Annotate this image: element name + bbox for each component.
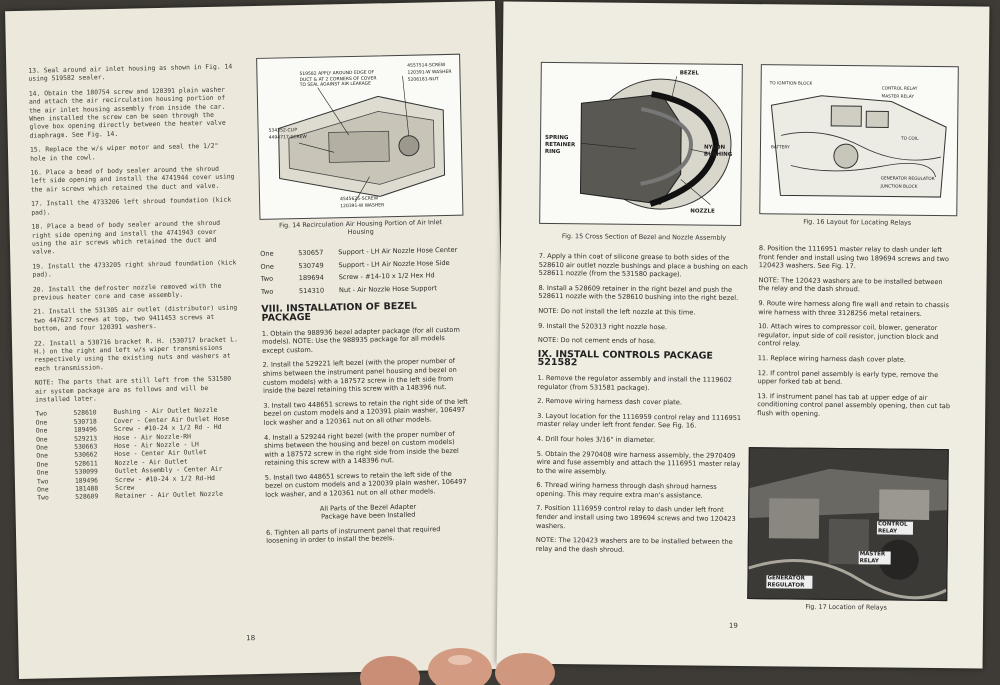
hand-photo: [350, 628, 600, 685]
step-item: 2. Install the 529221 left bezel (with the proper number of shims between the instrument panel housing and bezel on custom models) with a 187572 screw in the left side from inside the bezel retaining this screw with a 148396 nut.: [262, 357, 457, 396]
fig17-label-control: CONTROL RELAY: [877, 521, 913, 534]
step-item: 2. Remove wiring harness dash cover plate.: [537, 396, 682, 407]
part-row: One 181488 Screw: [37, 483, 135, 494]
step-item: 4. Install a 529244 right bezel (with the proper number of shims between the housing and bezel on custom models) with a 187572 screw in the right side from inside the bezel retaining this screw with a 148396 nut.: [263, 429, 459, 468]
fig16-label: JUNCTION BLOCK: [880, 184, 918, 190]
fig14-label: 4557514-SCREW: [407, 62, 446, 69]
part-row: One 530718 Cover - Center Air Outlet Hose: [35, 414, 230, 427]
fig14-label: 120391-W WASHER: [407, 69, 452, 76]
step-item: 12. If control panel assembly is early type, remove the upper forked tab at bend.: [757, 368, 939, 387]
step-item: 19. Install the 4733205 right shroud foundation (kick pad).: [32, 258, 237, 279]
part-row: Two 514310 Nut - Air Nozzle Hose Support: [260, 284, 437, 296]
step-item: 9. Route wire harness along fire wall and retain to chassis wire harness with three 3128256 metal retainers.: [758, 299, 949, 318]
fig14-label: 534352-CLIP: [268, 128, 298, 134]
fig15-label-bezel: BEZEL: [679, 70, 699, 77]
part-row: Two 189496 Screw - #10-24 x 1/2 Rd-Hd: [36, 473, 216, 486]
step-item: 1. Obtain the 988936 bezel adapter package (for all custom models). NOTE: Use the 988935 package for all models except custom.: [261, 325, 460, 355]
part-row: One 530657 Support - LH Air Nozzle Hose Center: [260, 245, 458, 258]
fig14-caption: Fig. 14 Recirculation Air Housing Portion of Air Inlet Housing: [278, 218, 443, 237]
step-item: 17. Install the 4733206 left shroud foundation (kick pad).: [31, 195, 232, 217]
step-item: 21. Install the 531305 air outlet (distributor) using two 447627 screws at top, two 9411453 screws at bottom, and four 120391 washers.: [33, 303, 238, 333]
fig16-label: CONTROL RELAY: [881, 86, 918, 92]
step-item: 6. Thread wiring harness through dash shroud harness opening. This may require extra man's assistance.: [536, 481, 717, 500]
note: NOTE: Do not install the left nozzle at this time.: [538, 306, 696, 317]
part-row: One 530662 Hose - Center Air Outlet: [36, 448, 207, 461]
note: NOTE: The 120423 washers are to be installed between the relay and the dash shroud.: [535, 536, 733, 554]
fig16-caption: Fig. 16 Layout for Locating Relays: [803, 217, 912, 227]
step-item: 11. Replace wiring harness dash cover plate.: [757, 354, 906, 364]
steps-list: [28, 62, 240, 404]
part-row: Two 528610 Bushing - Air Outlet Nozzle: [35, 406, 218, 419]
step-item: 1. Remove the regulator assembly and install the 1119602 regulator (from 531581 package).: [537, 373, 733, 392]
fig16-label: BATTERY: [770, 145, 790, 151]
step-item: 3. Layout location for the 1116959 control relay and 1116951 master relay under left front fender. See Fig. 16.: [537, 411, 742, 430]
right-page-middle-column: [536, 252, 749, 562]
parts-list-supports: [260, 246, 466, 297]
step-item: 6. Tighten all parts of instrument panel that required loosening in order to install the bezels.: [265, 525, 441, 546]
note: NOTE: The 120423 washers are to be installed between the relay and the dash shroud.: [758, 275, 943, 294]
step-item: 4. Drill four holes 3/16" in diameter.: [536, 434, 656, 444]
step-item: 8. Install a 528609 retainer in the right bezel and push the 528611 nozzle with the 528610 bushing into the right bezel.: [538, 283, 739, 303]
part-row: Two 189694 Screw - #14-10 x 1/2 Hex Hd: [260, 271, 435, 284]
fig15-diagram: [539, 62, 743, 226]
step-item: 13. If instrument panel has tab at upper edge of air conditioning control panel assembly opening, then cut tab flush with opening.: [757, 391, 951, 418]
fig14-label: 4494717-SCREW: [268, 134, 307, 141]
fig16-drawing: [760, 65, 958, 215]
installed-note-line: All Parts of the Bezel Adapter: [319, 502, 417, 513]
section-heading: VIII. INSTALLATION OF BEZEL PACKAGE: [261, 301, 417, 324]
fig16-label: TO COIL: [901, 136, 919, 142]
fig16-diagram: [759, 64, 959, 216]
fig14-diagram: [256, 54, 463, 220]
fig15-label-nylon: NYLON BUSHING: [703, 144, 733, 158]
installed-note: [265, 501, 470, 522]
fig16-label: GENERATOR REGULATOR: [880, 176, 935, 182]
fig15-label-nozzle: NOZZLE: [690, 208, 715, 215]
step-item: 16. Place a bead of body sealer around the shroud left side opening and install the 4741944 cover using the air screws which retained the duct and valve.: [30, 164, 235, 194]
step-item: 7. Position 1116959 control relay to dash under left front fender and install using two 189694 screws and two 120423 washers.: [535, 504, 736, 530]
part-row: Two 528609 Retainer - Air Outlet Nozzle: [37, 490, 224, 503]
part-row: One 529213 Hose - Air Nozzle-RH: [35, 432, 192, 444]
step-item: 8. Position the 1116951 master relay to dash under left front fender and install using two 189694 screws and two 120423 washers. See Fig. 17.: [758, 244, 949, 271]
fig17-label-generator: GENERATOR REGULATOR: [766, 575, 812, 588]
step-item: 22. Install a 530716 bracket R. H. (530717 bracket L. H.) on the right and left w/s wiper transmissions respectively using the existing nuts and washers at each transmission.: [33, 334, 238, 373]
right-page-right-column: [757, 244, 955, 426]
installed-note-line: Package have been Installed: [320, 510, 416, 521]
left-steps-column: [28, 62, 242, 502]
fig14-label: 120391-W WASHER: [340, 203, 385, 210]
fig17-photo: [747, 447, 949, 601]
step-item: 7. Apply a thin coat of silicone grease to both sides of the 528610 air outlet nozzle bushings and place a bushing on each 528611 nozzle (from the 531580 package).: [538, 251, 748, 279]
part-row: One 189496 Screw - #10-24 x 1/2 Rd - Hd: [35, 422, 222, 435]
part-row: One 530663 Hose - Air Nozzle - LH: [36, 440, 199, 452]
step-item: 9. Install the 520313 right nozzle hose.: [538, 321, 668, 331]
fig16-label: TO IGNITION BLOCK: [769, 81, 813, 87]
page-number: 19: [728, 621, 738, 630]
right-page: [497, 1, 990, 668]
parts-list-left: [35, 406, 242, 503]
page-number: 18: [246, 634, 256, 643]
fig17-caption: Fig. 17 Location of Relays: [805, 602, 887, 612]
step-item: 3. Install two 448651 screws to retain the right side of the left bezel on custom models and a 120391 plain washer, 106497 lock washer and a 120361 nut on all other models.: [263, 397, 468, 427]
right-column-left-page: [260, 246, 471, 552]
step-item: 15. Replace the w/s wiper motor and seal the 1/2" hole in the cowl.: [29, 142, 219, 163]
note: NOTE: The parts that are still left from the 531580 air system package are as follows and will be installed later.: [34, 374, 232, 404]
fig14-label: 5206181-NUT: [407, 77, 439, 83]
step-item: 14. Obtain the 180754 screw and 120391 plain washer and attach the air recirculation housing portion of the air inlet housing assembly from inside the car. When installed the screw can be seen through the glove box opening directly between the heater valve diaphragm. See Fig. 14.: [28, 85, 226, 140]
note: NOTE: Do not cement ends of hose.: [537, 336, 656, 346]
fig17-label-master: MASTER RELAY: [859, 551, 891, 564]
part-row: One 530099 Outlet Assembly - Center Air: [36, 465, 223, 477]
step-item: 13. Seal around air inlet housing as shown in Fig. 14 using 519582 sealer.: [28, 62, 233, 84]
step-item: 5. Obtain the 2970408 wire harness assembly, the 2970409 wire and fuse assembly and attach the 1116951 master relay to the wire assembly.: [536, 449, 741, 476]
part-row: One 530749 Support - LH Air Nozzle Hose Side: [260, 258, 450, 271]
section-heading: IX. INSTALL CONTROLS PACKAGE 521582: [537, 348, 713, 369]
fig14-label: 519582 APPLY AROUND EDGE OF DUCT & AT 2 CORNERS OF COVER TO SEAL AGAINST AIR LEAKAGE: [299, 70, 377, 89]
step-item: 20. Install the defroster nozzle removed with the previous heater core and case assembly.: [32, 281, 222, 302]
fig14-label: 4545625-SCREW: [340, 196, 379, 203]
part-row: One 528611 Nozzle - Air Outlet: [36, 457, 188, 469]
left-page: [5, 1, 509, 679]
fig16-label: MASTER RELAY: [881, 94, 915, 100]
step-item: 5. Install two 448651 screws to retain the left side of the bezel on custom models and a 120039 plain washer, 106497 lock washer, and a 120361 nut on all other models.: [264, 469, 467, 499]
fig15-label-spring: SPRING RETAINER RING: [544, 134, 576, 156]
step-item: 18. Place a bead of body sealer around the shroud right side opening and install the 4741943 cover using the air screws which retained the duct and valve.: [31, 218, 221, 257]
step-item: 10. Attach wires to compressor coil, blower, generator regulator, input side of coil resistor, junction block and control relay.: [757, 322, 939, 348]
fig15-caption: Fig. 15 Cross Section of Bezel and Nozzle Assembly: [561, 232, 727, 242]
